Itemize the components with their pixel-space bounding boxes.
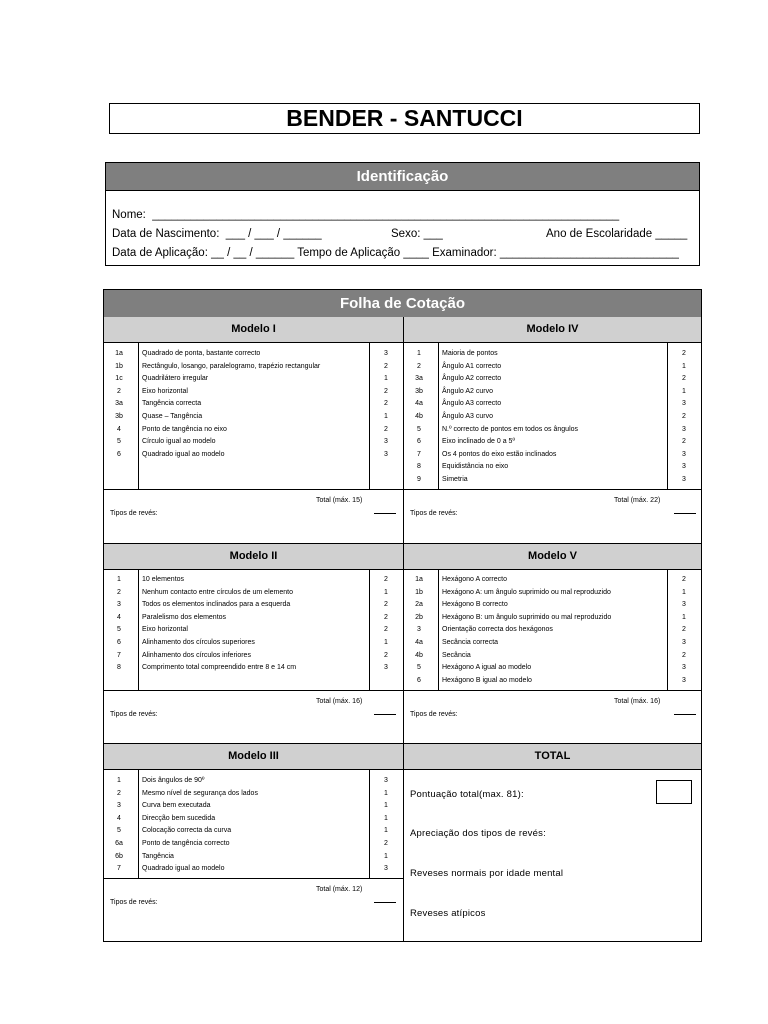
modelo-5-tipos-label: Tipos de revés: (410, 711, 458, 718)
item-row (404, 398, 701, 411)
item-description: Curva bem executada (142, 802, 211, 810)
item-points: 3 (384, 777, 388, 784)
m1-code-divider (138, 343, 139, 489)
item-code: 1a (415, 576, 423, 583)
item-code: 9 (417, 476, 421, 483)
item-description: Hexágono A: um ângulo suprimido ou mal reproduzido (442, 588, 611, 596)
item-points: 2 (682, 350, 686, 357)
modelo-1-tipos-line[interactable] (374, 513, 396, 514)
identification-header: Identificação (106, 163, 699, 191)
appreciation-label: Apreciação dos tipos de revés: (410, 828, 546, 839)
item-code: 2b (415, 613, 423, 621)
item-code: 2 (117, 789, 121, 797)
identification-section (105, 162, 700, 266)
item-code: 7 (117, 651, 121, 659)
item-code: 4b (415, 413, 423, 420)
item-description: 10 elementos (142, 576, 185, 583)
item-code: 5 (117, 438, 121, 446)
modelo-1-tipos-label: Tipos de revés: (110, 510, 158, 517)
item-description: Orientação correcta dos hexágonos (442, 626, 553, 634)
item-description: Hexágono A correcto (442, 576, 507, 583)
item-row (104, 650, 401, 663)
item-description: Ponto de tangência no eixo (142, 425, 227, 433)
item-row (104, 348, 401, 361)
item-code: 2a (415, 601, 423, 609)
item-points: 2 (682, 413, 686, 420)
item-code: 4 (117, 425, 121, 433)
item-points: 1 (384, 852, 388, 860)
item-row (404, 662, 701, 675)
modelo-5-tipos-line[interactable] (674, 714, 696, 715)
item-description: Eixo horizontal (142, 626, 188, 634)
item-code: 7 (117, 865, 121, 873)
item-row (404, 650, 701, 663)
modelo-5-total: Total (máx. 16) (614, 698, 661, 705)
item-points: 2 (682, 375, 686, 383)
item-description: Tangência (142, 852, 174, 860)
item-points: 2 (682, 651, 686, 659)
item-row (104, 800, 401, 813)
item-row (104, 386, 401, 399)
item-description: Quadrado igual ao modelo (142, 450, 225, 458)
modelo-2-header: Modelo II (104, 544, 403, 570)
item-row (104, 637, 401, 650)
item-description: Eixo inclinado de 0 a 5º (442, 438, 515, 446)
m2-pts-divider (369, 570, 370, 690)
item-row (404, 574, 701, 587)
item-points: 1 (384, 588, 388, 596)
item-description: Quase – Tangência (142, 413, 203, 420)
item-description: N.º correcto de pontos em todos os ângulos (442, 425, 579, 433)
scoring-sheet (103, 289, 702, 942)
item-description: Secância correcta (442, 639, 499, 646)
item-row (104, 398, 401, 411)
item-description: Ângulo A2 correcto (442, 375, 502, 383)
item-points: 2 (384, 576, 388, 583)
item-row (404, 587, 701, 600)
item-description: Alinhamento dos círculos superiores (142, 639, 255, 646)
item-code: 6a (115, 840, 123, 847)
item-row (404, 474, 701, 487)
modelo-4-total: Total (máx. 22) (614, 497, 661, 504)
item-row (104, 788, 401, 801)
item-code: 3 (117, 802, 121, 810)
item-description: Hexágono B: um ângulo suprimido ou mal reproduzido (442, 613, 612, 621)
item-points: 3 (682, 450, 686, 458)
item-row (404, 637, 701, 650)
item-description: Rectângulo, losango, paralelogramo, trapézio rectangular (142, 362, 321, 370)
application-line-field[interactable]: Data de Aplicação: __ / __ / ______ Tempo de Aplicação ____ Examinador: ____________________________ (112, 247, 679, 259)
item-description: Hexágono B correcto (442, 601, 508, 609)
modelo-2-tipos-label: Tipos de revés: (110, 711, 158, 718)
item-points: 3 (384, 438, 388, 446)
item-code: 5 (117, 827, 121, 835)
m3-pts-divider (369, 770, 370, 878)
birth-date-field[interactable]: Data de Nascimento: ___ / ___ / ______ (112, 228, 322, 240)
row1-items-bottom (104, 489, 701, 490)
item-description: Tangência correcta (142, 400, 202, 408)
item-code: 6 (117, 450, 121, 458)
item-points: 3 (384, 865, 388, 873)
item-points: 1 (682, 588, 686, 596)
item-row (104, 825, 401, 838)
item-code: 6 (417, 676, 421, 684)
item-points: 2 (682, 626, 686, 634)
item-description: Colocação correcta da curva (142, 827, 232, 835)
item-code: 1a (115, 350, 123, 357)
item-code: 8 (117, 664, 121, 672)
item-points: 2 (384, 651, 388, 659)
item-code: 3 (117, 601, 121, 609)
modelo-3-total: Total (máx. 12) (316, 886, 363, 893)
item-points: 2 (384, 362, 388, 370)
item-points: 1 (384, 413, 388, 420)
item-row (104, 411, 401, 424)
item-row (404, 386, 701, 399)
modelo-4-header: Modelo IV (404, 317, 701, 343)
item-row (404, 599, 701, 612)
item-points: 2 (682, 438, 686, 446)
item-points: 3 (682, 676, 686, 684)
item-row (104, 662, 401, 675)
modelo-5-header: Modelo V (404, 544, 701, 570)
item-row (404, 612, 701, 625)
item-points: 3 (682, 400, 686, 408)
item-row (104, 587, 401, 600)
item-row (104, 424, 401, 437)
item-row (404, 348, 701, 361)
item-row (104, 863, 401, 876)
item-row (104, 449, 401, 462)
item-code: 6b (115, 852, 123, 860)
item-description: Círculo igual ao modelo (142, 438, 216, 446)
item-points: 2 (384, 387, 388, 395)
item-points: 1 (384, 375, 388, 383)
item-points: 3 (682, 476, 686, 483)
item-points: 1 (682, 613, 686, 621)
item-code: 1 (117, 777, 121, 784)
modelo-3-header: Modelo III (104, 744, 403, 770)
item-points: 3 (682, 463, 686, 471)
item-points: 2 (384, 400, 388, 408)
item-description: Simetria (442, 476, 468, 483)
total-score-box[interactable] (656, 780, 692, 804)
item-code: 4a (415, 400, 423, 408)
atypical-reverses-label: Reveses atípicos (410, 908, 486, 919)
school-year-field[interactable]: Ano de Escolaridade _____ (546, 228, 688, 240)
item-description: Todos os elementos inclinados para a esquerda (142, 601, 291, 609)
item-code: 4 (117, 814, 121, 822)
m4-code-divider (438, 343, 439, 489)
item-code: 1 (417, 350, 421, 357)
item-description: Comprimento total compreendido entre 8 e 14 cm (142, 664, 297, 672)
m2-code-divider (138, 570, 139, 690)
total-header: TOTAL (404, 744, 701, 770)
m5-code-divider (438, 570, 439, 690)
item-code: 5 (117, 626, 121, 634)
item-code: 1b (115, 362, 123, 370)
m5-pts-divider (667, 570, 668, 690)
item-points: 1 (384, 639, 388, 646)
modelo-4-tipos-label: Tipos de revés: (410, 510, 458, 517)
m1-pts-divider (369, 343, 370, 489)
item-row (104, 838, 401, 851)
item-description: Equidistância no eixo (442, 463, 509, 471)
item-code: 4b (415, 651, 423, 659)
item-points: 1 (384, 827, 388, 835)
item-row (404, 436, 701, 449)
item-points: 3 (682, 601, 686, 609)
item-row (104, 361, 401, 374)
item-code: 1 (117, 576, 121, 583)
name-field[interactable]: Nome: _________________________________________________________________________ (112, 209, 620, 221)
item-points: 2 (384, 840, 388, 847)
item-row (104, 436, 401, 449)
item-points: 1 (682, 362, 686, 370)
item-row (104, 574, 401, 587)
modelo-4-tipos-line[interactable] (674, 513, 696, 514)
item-description: Mesmo nível de segurança dos lados (142, 789, 258, 797)
item-description: Ponto de tangência correcto (142, 840, 230, 847)
item-points: 3 (384, 450, 388, 458)
item-code: 1b (415, 588, 423, 596)
item-row (404, 411, 701, 424)
item-code: 3a (415, 375, 423, 383)
item-points: 1 (384, 789, 388, 797)
item-points: 3 (384, 664, 388, 672)
item-code: 2 (117, 588, 121, 596)
item-row (104, 813, 401, 826)
item-row (104, 373, 401, 386)
modelo-1-header: Modelo I (104, 317, 403, 343)
item-code: 4 (117, 613, 121, 621)
item-code: 3b (415, 387, 423, 395)
item-description: Quadrado igual ao modelo (142, 865, 225, 873)
modelo-3-tipos-line[interactable] (374, 902, 396, 903)
item-description: Paralelismo dos elementos (142, 613, 227, 621)
item-description: Quadrado de ponta, bastante correcto (142, 350, 261, 357)
item-code: 3 (417, 626, 421, 634)
item-row (104, 612, 401, 625)
page-title: BENDER - SANTUCCI (109, 103, 700, 134)
item-code: 2 (117, 387, 121, 395)
row3-items-bottom (104, 878, 403, 879)
item-description: Eixo horizontal (142, 387, 188, 395)
row2-items-bottom (104, 690, 701, 691)
item-code: 6 (417, 438, 421, 446)
m3-code-divider (138, 770, 139, 878)
item-code: 5 (417, 425, 421, 433)
item-code: 8 (417, 463, 421, 471)
item-description: Ângulo A2 curvo (442, 387, 493, 395)
item-code: 7 (417, 450, 421, 458)
item-description: Hexágono A igual ao modelo (442, 664, 532, 672)
item-points: 1 (682, 387, 686, 395)
modelo-3-tipos-label: Tipos de revés: (110, 899, 158, 906)
item-row (404, 361, 701, 374)
item-description: Alinhamento dos círculos inferiores (142, 651, 251, 659)
item-row (404, 624, 701, 637)
modelo-2-total: Total (máx. 16) (316, 698, 363, 705)
item-points: 2 (384, 425, 388, 433)
item-points: 3 (384, 350, 388, 357)
item-description: Direcção bem sucedida (142, 814, 216, 822)
item-code: 6 (117, 639, 121, 646)
item-code: 1c (115, 375, 123, 383)
modelo-2-tipos-line[interactable] (374, 714, 396, 715)
item-row (404, 373, 701, 386)
item-points: 1 (384, 814, 388, 822)
item-points: 3 (682, 425, 686, 433)
total-score-label: Pontuação total(max. 81): (410, 789, 524, 800)
item-points: 3 (682, 639, 686, 646)
item-description: Nenhum contacto entre círculos de um elemento (142, 588, 293, 596)
item-points: 2 (384, 626, 388, 634)
item-row (104, 624, 401, 637)
m4-pts-divider (667, 343, 668, 489)
sex-field[interactable]: Sexo: ___ (391, 228, 443, 240)
item-description: Ângulo A1 correcto (442, 362, 502, 370)
item-code: 3a (115, 400, 123, 408)
item-description: Ângulo A3 correcto (442, 400, 502, 408)
normal-reverses-label: Reveses normais por idade mental (410, 868, 564, 879)
item-description: Ângulo A3 curvo (442, 413, 493, 420)
item-description: Maioria de pontos (442, 350, 498, 357)
item-description: Secância (442, 651, 471, 659)
scoring-sheet-header: Folha de Cotação (104, 290, 701, 318)
modelo-1-total: Total (máx. 15) (316, 497, 363, 504)
item-row (404, 424, 701, 437)
item-points: 3 (682, 664, 686, 672)
item-row (404, 675, 701, 688)
item-description: Hexágono B igual ao modelo (442, 676, 532, 684)
item-row (104, 775, 401, 788)
item-description: Quadrilátero irregular (142, 375, 209, 383)
item-points: 2 (384, 601, 388, 609)
item-row (404, 461, 701, 474)
item-row (104, 851, 401, 864)
item-code: 5 (417, 664, 421, 672)
item-code: 4a (415, 639, 423, 646)
item-points: 1 (384, 802, 388, 810)
item-row (404, 449, 701, 462)
item-points: 2 (384, 613, 388, 621)
item-points: 2 (682, 576, 686, 583)
item-code: 2 (417, 362, 421, 370)
item-code: 3b (115, 413, 123, 420)
item-description: Os 4 pontos do eixo estão inclinados (442, 450, 557, 458)
item-row (104, 599, 401, 612)
item-description: Dois ângulos de 90º (142, 777, 205, 784)
